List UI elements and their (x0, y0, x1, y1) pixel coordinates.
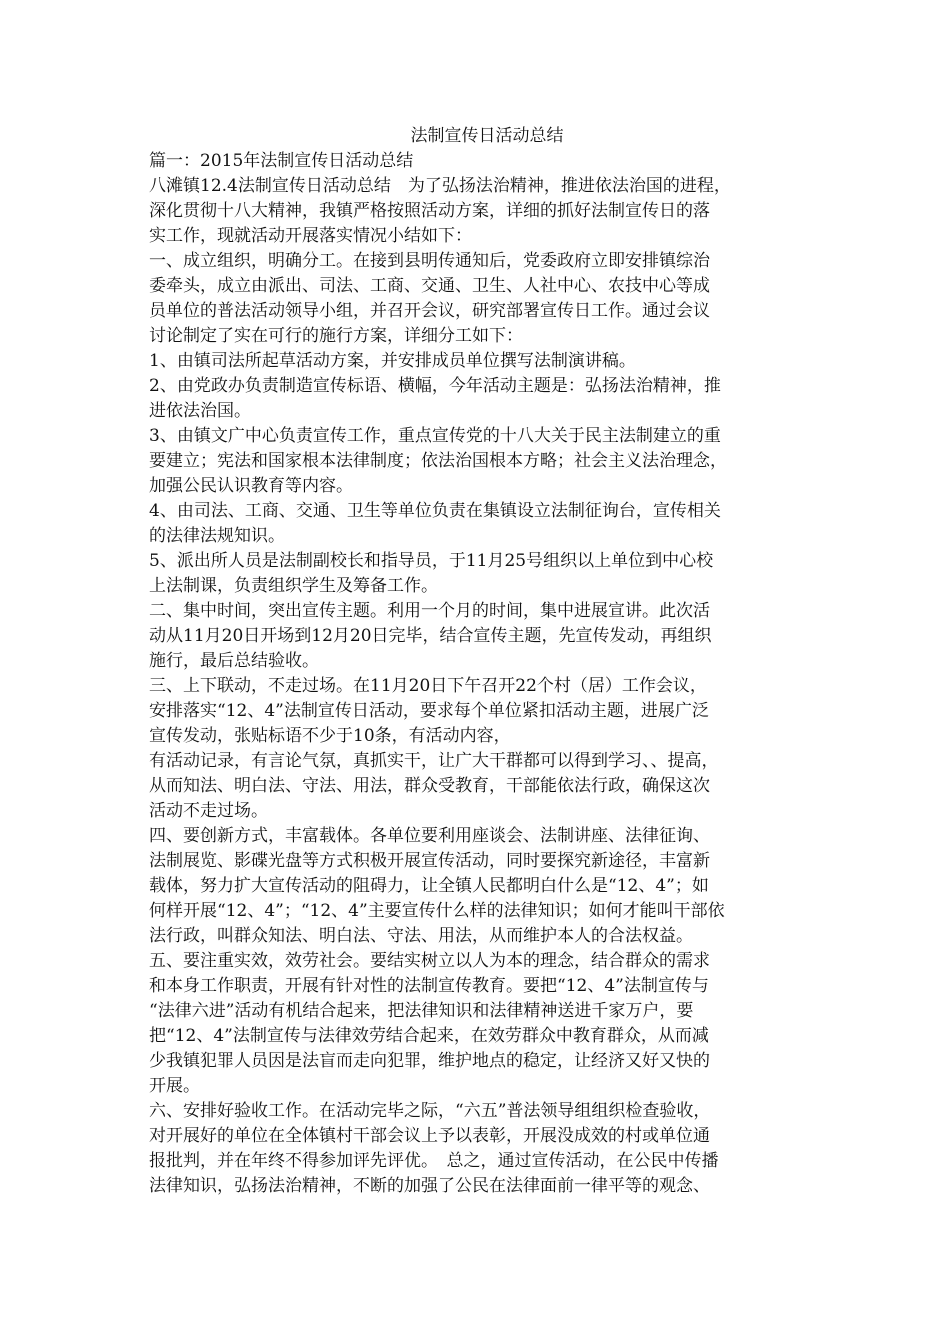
paragraph (149, 174, 799, 249)
paragraph (149, 749, 799, 824)
paragraph (149, 349, 799, 374)
text-line: 载体，努力扩大宣传活动的阻碍力，让全镇人民都明白什么是“12、4”；如 (149, 876, 709, 896)
text-line: 一、成立组织，明确分工。在接到县明传通知后，党委政府立即安排镇综治 (149, 251, 710, 271)
text-line: 5、派出所人员是法制副校长和指导员，于11月25号组织以上单位到中心校 (149, 551, 714, 571)
text-line: 三、上下联动，不走过场。在11月20日下午召开22个村（居）工作会议， (149, 676, 707, 696)
text-line: 进依法治国。 (149, 401, 251, 421)
text-line: 委牵头，成立由派出、司法、工商、交通、卫生、人社中心、农技中心等成 (149, 276, 710, 296)
paragraph (149, 249, 799, 349)
text-line: 和本身工作职责，开展有针对性的法制宣传教育。要把“12、4”法制宣传与 (149, 976, 709, 996)
document-title: 法制宣传日活动总结 (410, 126, 564, 146)
text-line: “法律六进”活动有机结合起来，把法律知识和法律精神送进千家万户，要 (149, 1001, 694, 1021)
paragraph (149, 549, 799, 599)
text-line: 对开展好的单位在全体镇村干部会议上予以表彰，开展没成效的村或单位通 (149, 1126, 710, 1146)
paragraph (149, 599, 799, 674)
text-line: 法行政，叫群众知法、明白法、守法、用法，从而维护本人的合法权益。 (149, 926, 693, 946)
text-line: 有活动记录，有言论气氛，真抓实干，让广大干群都可以得到学习、、提高， (149, 751, 719, 771)
text-line: 六、安排好验收工作。在活动完毕之际，“六五”普法领导组组织检查验收， (149, 1101, 711, 1121)
text-line: 施行，最后总结验收。 (149, 651, 319, 671)
document-paragraphs (149, 149, 799, 1199)
paragraph (149, 499, 799, 549)
text-line: 4、由司法、工商、交通、卫生等单位负责在集镇设立法制征询台，宣传相关 (149, 501, 721, 521)
text-line: 动从11月20日开场到12月20日完毕，结合宣传主题，先宣传发动，再组织 (149, 626, 712, 646)
paragraph (149, 149, 799, 174)
text-line: 少我镇犯罪人员因是法盲而走向犯罪，维护地点的稳定，让经济又好又快的 (149, 1051, 710, 1071)
text-line: 四、要创新方式，丰富载体。各单位要利用座谈会、法制讲座、法律征询、 (149, 826, 710, 846)
text-line: 篇一：2015年法制宣传日活动总结 (149, 151, 414, 171)
text-line: 报批判，并在年终不得参加评先评优。 总之，通过宣传活动，在公民中传播 (149, 1151, 719, 1171)
text-line: 开展。 (149, 1076, 200, 1096)
text-line: 实工作，现就活动开展落实情况小结如下： (149, 226, 472, 246)
text-line: 把“12、4”法制宣传与法律效劳结合起来，在效劳群众中教育群众，从而减 (149, 1026, 709, 1046)
paragraph (149, 374, 799, 424)
paragraph (149, 949, 799, 1099)
text-line: 五、要注重实效，效劳社会。要结实树立以人为本的理念，结合群众的需求 (149, 951, 710, 971)
text-line: 二、集中时间，突出宣传主题。利用一个月的时间，集中进展宣讲。此次活 (149, 601, 710, 621)
text-line: 法制展览、影碟光盘等方式积极开展宣传活动，同时要探究新途径，丰富新 (149, 851, 710, 871)
text-line: 3、由镇文广中心负责宣传工作，重点宣传党的十八大关于民主法制建立的重 (149, 426, 721, 446)
paragraph (149, 824, 799, 949)
text-line: 安排落实“12、4”法制宣传日活动，要求每个单位紧扣活动主题，进展广泛 (149, 701, 709, 721)
text-line: 上法制课，负责组织学生及筹备工作。 (149, 576, 438, 596)
text-line: 1、由镇司法所起草活动方案，并安排成员单位撰写法制演讲稿。 (149, 351, 636, 371)
text-line: 的法律法规知识。 (149, 526, 285, 546)
document-body (149, 124, 799, 1199)
text-line: 活动不走过场。 (149, 801, 268, 821)
text-line: 从而知法、明白法、守法、用法，群众受教育，干部能依法行政，确保这次 (149, 776, 710, 796)
text-line: 员单位的普法活动领导小组，并召开会议，研究部署宣传日工作。通过会议 (149, 301, 710, 321)
text-line: 宣传发动，张贴标语不少于10条，有活动内容， (149, 726, 511, 746)
text-line: 讨论制定了实在可行的施行方案，详细分工如下： (149, 326, 523, 346)
paragraph (149, 424, 799, 499)
text-line: 法律知识，弘扬法治精神，不断的加强了公民在法律面前一律平等的观念、 (149, 1176, 710, 1196)
text-line: 加强公民认识教育等内容。 (149, 476, 353, 496)
text-line: 2、由党政办负责制造宣传标语、横幅，今年活动主题是：弘扬法治精神，推 (149, 376, 721, 396)
text-line: 要建立；宪法和国家根本法律制度；依法治国根本方略；社会主义法治理念， (149, 451, 727, 471)
paragraph (149, 1099, 799, 1199)
paragraph (149, 674, 799, 749)
text-line: 何样开展“12、4”；“12、4”主要宣传什么样的法律知识；如何才能叫干部依 (149, 901, 725, 921)
text-line: 深化贯彻十八大精神，我镇严格按照活动方案，详细的抓好法制宣传日的落 (149, 201, 710, 221)
text-line: 八滩镇12.4法制宣传日活动总结 为了弘扬法治精神，推进依法治国的进程， (149, 176, 731, 196)
